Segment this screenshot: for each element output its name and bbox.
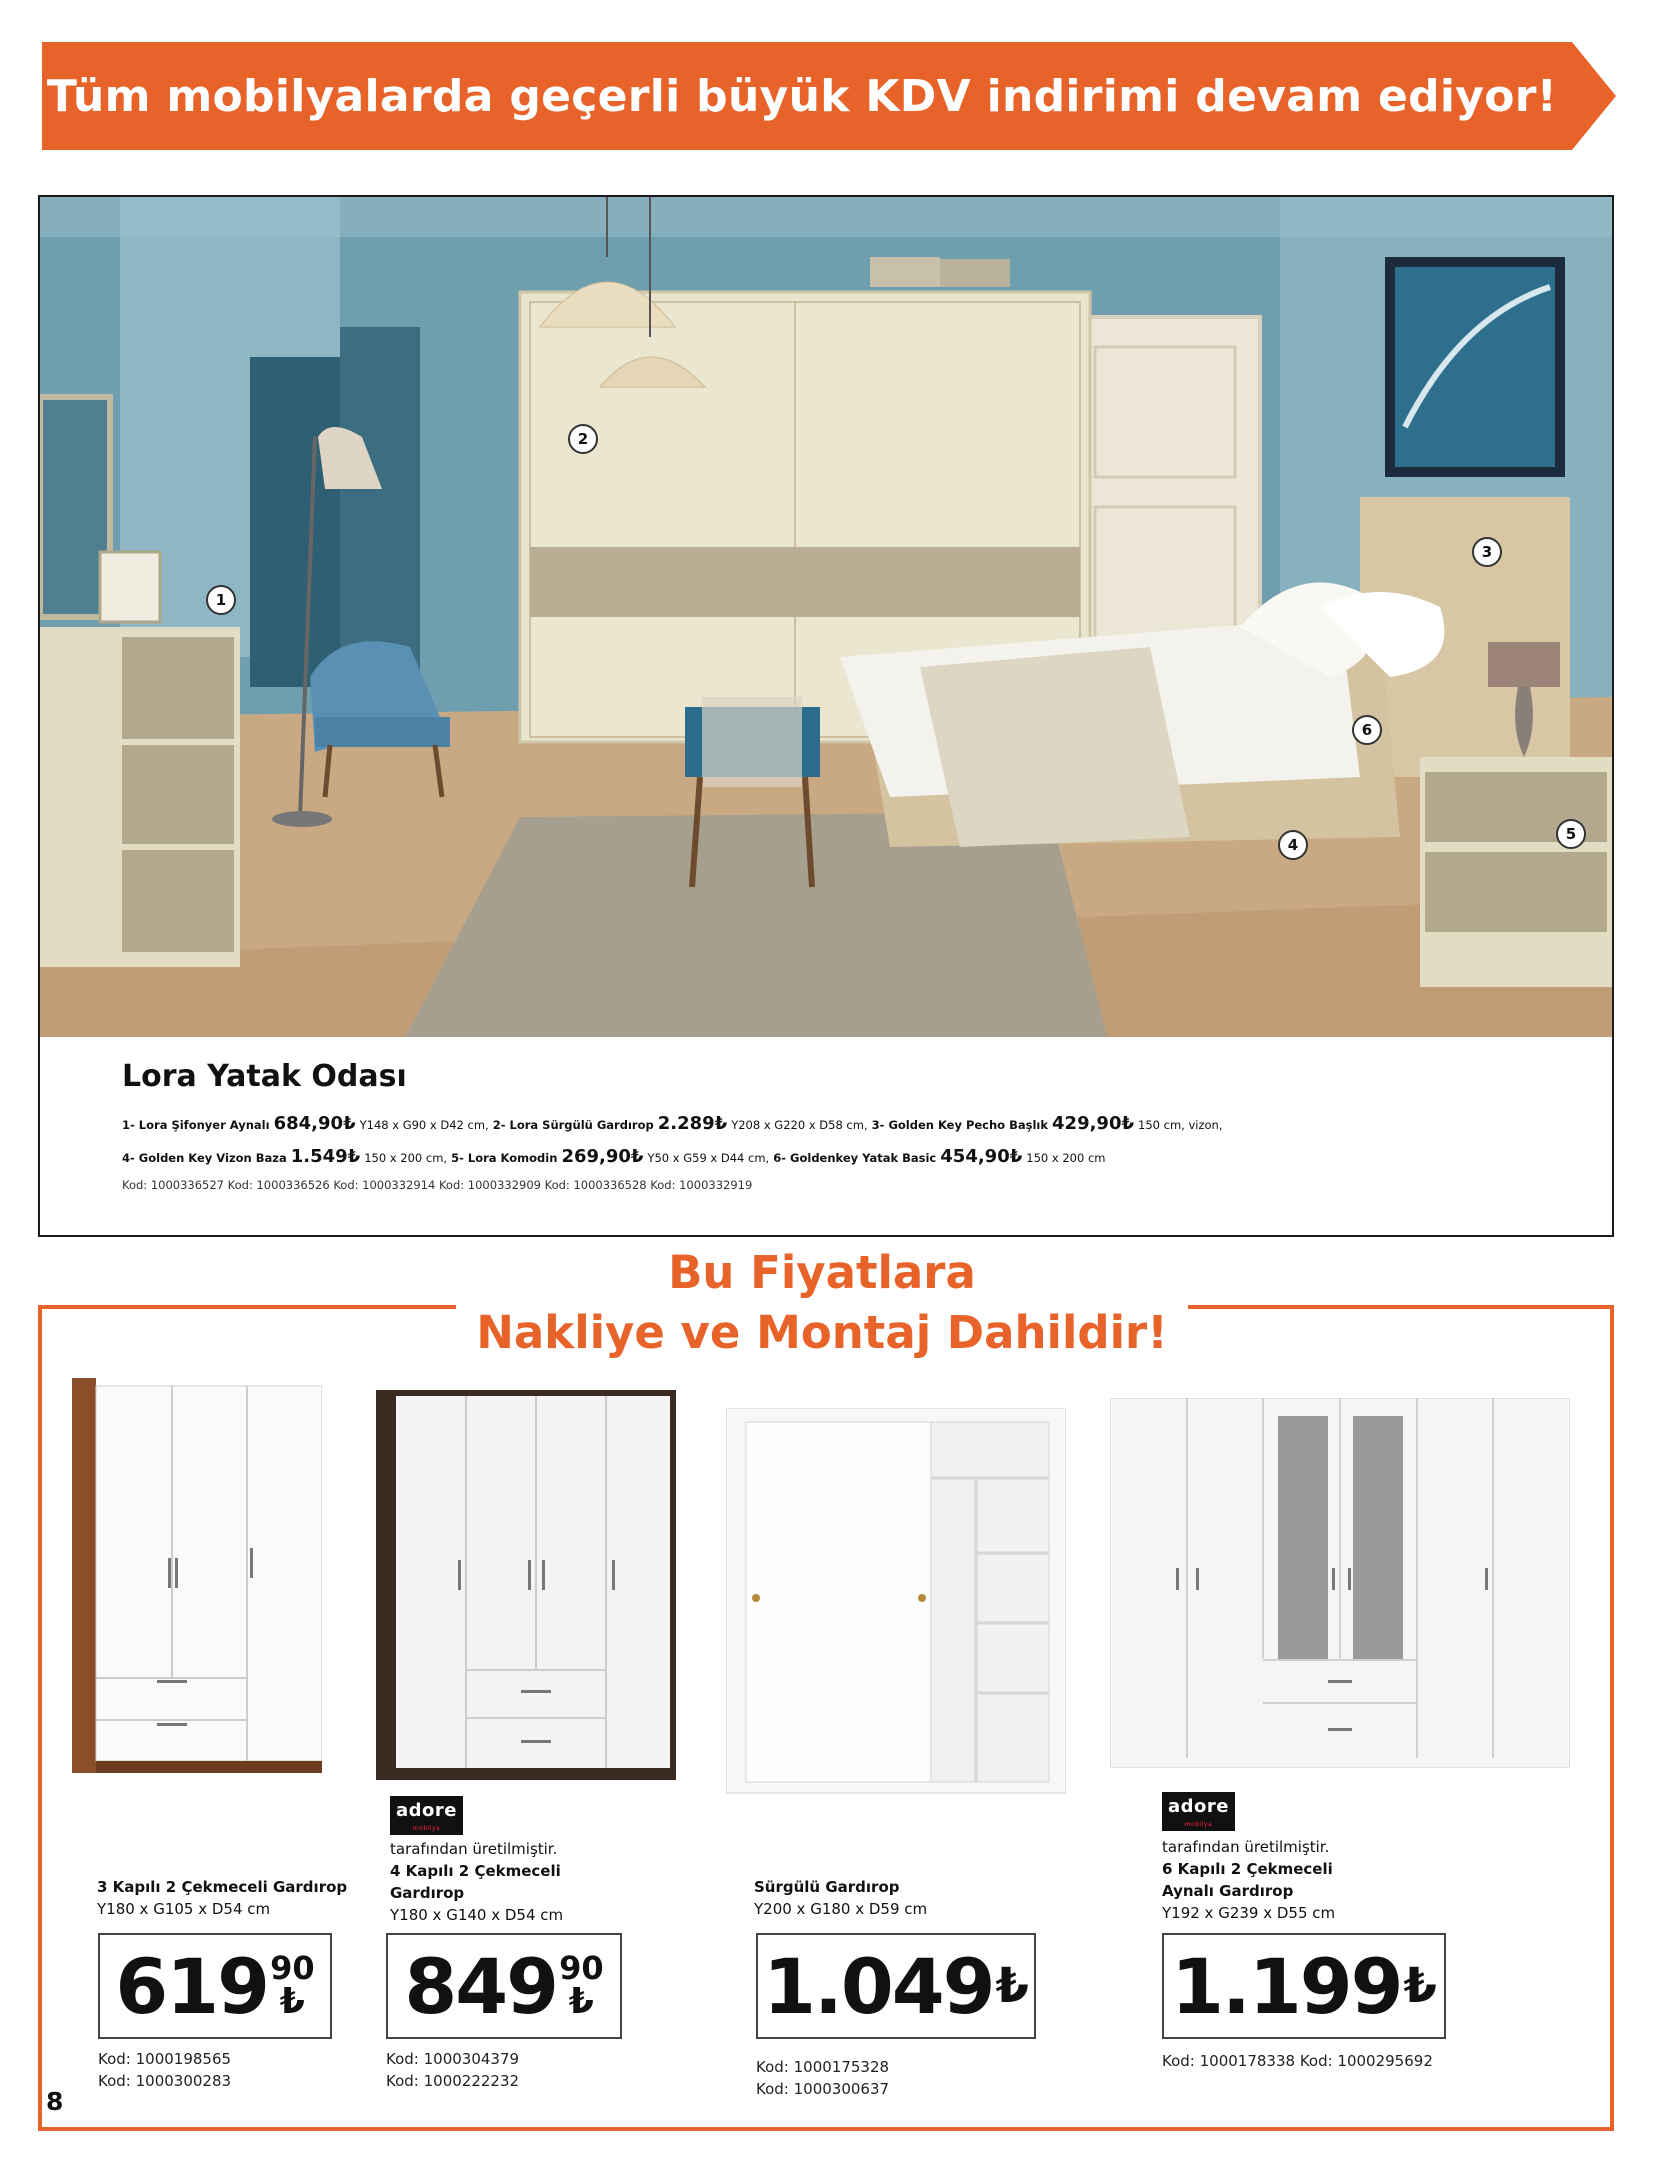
item-1-price: 684,90 <box>273 1113 344 1134</box>
marker-4: 4 <box>1278 830 1308 860</box>
item-line-1 <box>122 1108 1612 1141</box>
currency-symbol: ₺ <box>279 1981 305 2022</box>
sliding-wardrobe-image <box>726 1408 1066 1798</box>
section-heading <box>456 1243 1188 1363</box>
banner-text: Tüm mobilyalarda geçerli büyük KDV indirimi devam ediyor! <box>46 70 1558 122</box>
product-4-codes <box>1162 2050 1433 2072</box>
item-2-name: Lora Sürgülü Gardırop <box>509 1118 654 1132</box>
product-2-description <box>390 1838 563 1926</box>
product-4-dims: Y192 x G239 x D55 cm <box>1162 1904 1336 1922</box>
heading-line-1: Bu Fiyatlara <box>668 1246 976 1299</box>
item-3-num: 3- <box>871 1118 885 1132</box>
product-2-kod-1: Kod: 1000304379 <box>386 2050 520 2068</box>
marker-5: 5 <box>1556 819 1586 849</box>
product-3-price-box <box>756 1933 1036 2039</box>
product-1-price-cents: 90 <box>270 1949 315 1987</box>
product-3-description <box>754 1876 927 1920</box>
product-3-price-main: 1.049 <box>763 1941 994 2031</box>
product-4-description <box>1162 1836 1335 1924</box>
product-4-kod: Kod: 1000178338 Kod: 1000295692 <box>1162 2052 1433 2070</box>
currency-symbol: ₺ <box>630 1146 644 1167</box>
item-4-num: 4- <box>122 1151 135 1165</box>
product-1-price-main: 619 <box>115 1941 269 2031</box>
product-3-name: Sürgülü Gardırop <box>754 1878 900 1896</box>
product-1-dims: Y180 x G105 x D54 cm <box>97 1900 271 1918</box>
product-1-codes <box>98 2048 231 2092</box>
currency-symbol: ₺ <box>1009 1146 1023 1167</box>
item-6-price: 454,90 <box>940 1146 1010 1167</box>
currency-symbol: ₺ <box>343 1113 356 1134</box>
product-2-maker: tarafından üretilmiştir. <box>390 1840 558 1858</box>
currency-symbol: ₺ <box>1121 1113 1135 1134</box>
product-1-description <box>97 1876 347 1920</box>
marker-2: 2 <box>568 424 598 454</box>
product-4-name-2: Aynalı Gardırop <box>1162 1882 1294 1900</box>
item-5-name: Lora Komodin <box>467 1151 558 1165</box>
wardrobe-4-door-image <box>376 1390 676 1780</box>
bedroom-photo <box>40 197 1612 1037</box>
product-4-name-1: 6 Kapılı 2 Çekmeceli <box>1162 1860 1333 1878</box>
product-3-codes <box>756 2056 889 2100</box>
adore-brand-logo: adore mobilya <box>1162 1792 1235 1831</box>
item-1-name: Lora Şifonyer Aynalı <box>138 1118 270 1132</box>
product-1-kod-2: Kod: 1000300283 <box>98 2072 232 2090</box>
product-1-name: 3 Kapılı 2 Çekmeceli Gardırop <box>97 1878 348 1896</box>
item-2-num: 2- <box>492 1118 506 1132</box>
product-1-kod-1: Kod: 1000198565 <box>98 2050 232 2068</box>
item-6-name: Goldenkey Yatak Basic <box>790 1151 937 1165</box>
product-4-maker: tarafından üretilmiştir. <box>1162 1838 1330 1856</box>
item-line-2 <box>122 1141 1612 1174</box>
promo-banner <box>42 42 1616 150</box>
currency-symbol: ₺ <box>714 1113 728 1134</box>
product-2-kod-2: Kod: 1000222232 <box>386 2072 520 2090</box>
marker-1: 1 <box>206 585 236 615</box>
product-2-name-1: 4 Kapılı 2 Çekmeceli <box>390 1862 561 1880</box>
currency-symbol: ₺ <box>995 1958 1029 2014</box>
item-3-dims: 150 cm, vizon, <box>1138 1118 1223 1132</box>
marker-3: 3 <box>1472 537 1502 567</box>
currency-symbol: ₺ <box>1403 1958 1437 2014</box>
item-5-num: 5- <box>451 1151 464 1165</box>
product-2-name-2: Gardırop <box>390 1884 465 1902</box>
page-number: 8 <box>46 2087 64 2116</box>
product-1-price-box <box>98 1933 332 2039</box>
product-2-dims: Y180 x G140 x D54 cm <box>390 1906 564 1924</box>
item-1-num: 1- <box>122 1118 135 1132</box>
product-3-dims: Y200 x G180 x D59 cm <box>754 1900 928 1918</box>
product-4-price-box <box>1162 1933 1446 2039</box>
marker-6: 6 <box>1352 715 1382 745</box>
product-3-kod-1: Kod: 1000175328 <box>756 2058 890 2076</box>
set-title: Lora Yatak Odası <box>122 1059 407 1094</box>
wardrobe-6-door-mirror-image <box>1110 1398 1570 1768</box>
bedroom-set-card <box>38 195 1614 1237</box>
currency-symbol: ₺ <box>347 1146 361 1167</box>
adore-brand-logo: adore mobilya <box>390 1796 463 1835</box>
item-5-dims: Y50 x G59 x D44 cm, <box>647 1151 770 1165</box>
item-5-price: 269,90 <box>561 1146 631 1167</box>
item-3-price: 429,90 <box>1052 1113 1122 1134</box>
product-3-kod-2: Kod: 1000300637 <box>756 2080 890 2098</box>
heading-line-2: Nakliye ve Montaj Dahildir! <box>476 1306 1168 1359</box>
item-4-name: Golden Key Vizon Baza <box>138 1151 287 1165</box>
item-2-price: 2.289 <box>657 1113 715 1134</box>
product-2-price-cents: 90 <box>559 1949 604 1987</box>
currency-symbol: ₺ <box>568 1981 594 2022</box>
product-2-price-box <box>386 1933 622 2039</box>
set-details <box>40 1037 1612 1235</box>
product-2-codes <box>386 2048 519 2092</box>
item-4-price: 1.549 <box>290 1146 348 1167</box>
item-1-dims: Y148 x G90 x D42 cm, <box>359 1118 489 1132</box>
item-6-dims: 150 x 200 cm <box>1026 1151 1106 1165</box>
wardrobe-3-door-image <box>72 1378 322 1778</box>
product-4-price-main: 1.199 <box>1171 1941 1402 2031</box>
product-codes: Kod: 1000336527 Kod: 1000336526 Kod: 1000332914 Kod: 1000332909 Kod: 1000336528 Kod: 1000332919 <box>122 1178 753 1192</box>
item-4-dims: 150 x 200 cm, <box>364 1151 448 1165</box>
item-3-name: Golden Key Pecho Başlık <box>888 1118 1048 1132</box>
product-2-price-main: 849 <box>404 1941 558 2031</box>
item-6-num: 6- <box>773 1151 787 1165</box>
item-2-dims: Y208 x G220 x D58 cm, <box>731 1118 868 1132</box>
